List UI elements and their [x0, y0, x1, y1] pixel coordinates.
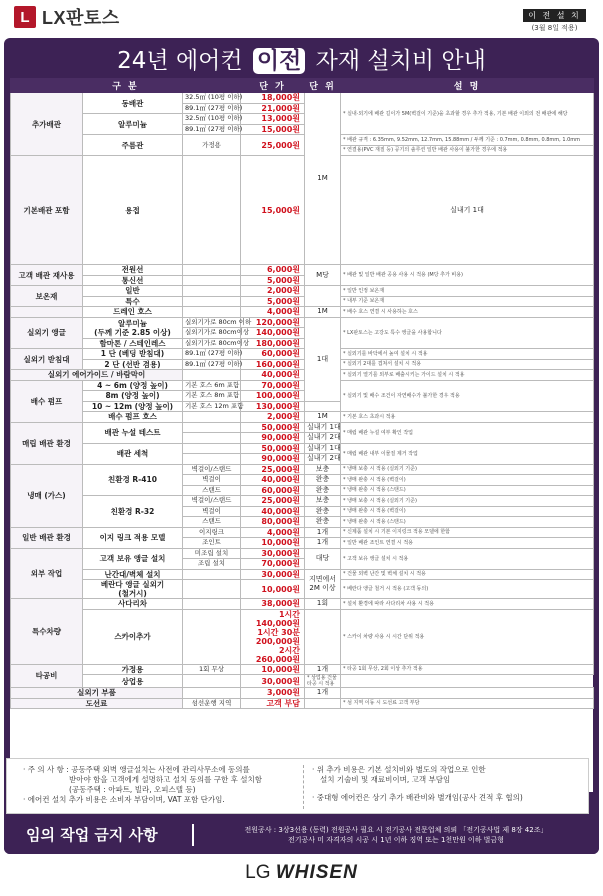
condition-cell	[183, 609, 241, 664]
price-cell: 40,000원	[241, 475, 305, 486]
table-row	[11, 307, 594, 318]
price-cell: 160,000원	[241, 359, 305, 370]
price-cell: 4,000원	[241, 307, 305, 318]
condition-cell: 실외기가로 80cm이상	[183, 328, 241, 339]
table-row	[11, 265, 594, 276]
price-cell: 50,000원	[241, 443, 305, 454]
item-cell: 함마톤 / 스테인레스	[83, 338, 183, 349]
description-cell: * 설치 환경에 따라 사다리차 사용 시 적용	[341, 599, 594, 610]
lx-pantos-logo	[14, 6, 120, 28]
unit-cell: 1개	[305, 527, 341, 538]
price-cell: 30,000원	[241, 675, 305, 688]
table-row	[11, 135, 594, 146]
price-cell: 15,000원	[241, 124, 305, 135]
category-cell: 특수차량	[11, 599, 83, 665]
notes-left	[23, 765, 293, 805]
unit-cell: 1개	[305, 688, 341, 699]
condition-cell	[183, 599, 241, 610]
brand-name: WHISEN	[275, 862, 358, 883]
condition-cell	[183, 443, 241, 454]
header	[0, 0, 603, 38]
item-cell: 전원선	[83, 265, 183, 276]
price-cell: 40,000원	[241, 506, 305, 517]
notes-box	[6, 758, 589, 814]
unit-cell: 1대	[305, 317, 341, 401]
header-price: 단 가	[241, 79, 305, 93]
category-cell: 타공비	[11, 664, 83, 688]
price-cell: 2,000원	[241, 412, 305, 423]
table-row	[11, 664, 594, 675]
table-body	[11, 93, 594, 709]
description-cell: * 신제품 설치 시 기본 이지링크 적용 모델에 한함	[341, 527, 594, 538]
table-row	[11, 675, 594, 688]
prohibited-line-1: 전원공사 : 3상3선용 (동력) 전원공사 필요 시 전기공사 전문업체 의뢰 「전기공사법 제 8장 42조」	[244, 826, 548, 834]
description-cell: * 베란다 앵글 철거 시 적용 (고객 동의)	[341, 580, 594, 599]
table-row	[11, 496, 594, 507]
item-cell: 스카이추가	[83, 609, 183, 664]
effective-date: (3월 8일 적용)	[531, 24, 578, 32]
price-cell: 3,000원	[241, 688, 305, 699]
title-highlight: 이전	[253, 48, 305, 74]
notes-divider	[303, 765, 304, 809]
page-title	[4, 44, 599, 78]
price-cell: 고객 부담	[241, 698, 305, 709]
price-cell: 1시간 140,000원 1시간 30분 200,000원 2시간 260,000원	[241, 609, 305, 664]
table-row	[11, 569, 594, 580]
description-cell: * 기본 호스 초과시 적용	[341, 412, 594, 423]
price-cell: 70,000원	[241, 559, 305, 570]
item-cell: 베란다 앵글 실외기 (철거시)	[83, 580, 183, 599]
header-unit: 단 위	[305, 79, 341, 93]
unit-cell: 완충	[305, 485, 341, 496]
table-row	[11, 599, 594, 610]
item-cell: 배관 세척	[83, 443, 183, 464]
condition-cell	[183, 569, 241, 580]
description-cell: * 스카이 차량 사용 시 시간 단위 적용	[341, 609, 594, 664]
price-cell: 38,000원	[241, 599, 305, 610]
price-cell: 25,000원	[241, 496, 305, 507]
table-row	[11, 422, 594, 433]
item-cell: 가정용	[83, 664, 183, 675]
price-cell: 18,000원	[241, 93, 305, 104]
condition-cell	[183, 286, 241, 297]
category-cell: 배수 펌프	[11, 380, 83, 422]
category-cell: 실외기 에어가이드 / 바람막이	[11, 370, 183, 381]
item-cell: 1 단 (베딩 받침대)	[83, 349, 183, 360]
condition-cell	[183, 433, 241, 444]
description-cell	[341, 688, 594, 699]
condition-cell	[183, 265, 241, 276]
item-cell: 배수 펌프 호스	[83, 412, 183, 423]
item-cell: 난간대/벽체 설치	[83, 569, 183, 580]
item-cell: 통신선	[83, 275, 183, 286]
description-cell: * 고객 보유 앵글 설치 시 적용	[341, 548, 594, 569]
item-cell: 고객 보유 앵글 설치	[83, 548, 183, 569]
price-cell: 70,000원	[241, 380, 305, 391]
item-cell: 알루미늄	[83, 114, 183, 135]
description-cell: * 섬 지역 이동 시 도선료 고객 부담	[341, 698, 594, 709]
logo-text: LX판토스	[42, 8, 120, 28]
category-cell: 냉매 (가스)	[11, 464, 83, 527]
price-cell: 30,000원	[241, 548, 305, 559]
condition-cell: 이지링크	[183, 527, 241, 538]
unit-cell: 완충	[305, 517, 341, 528]
description-cell: * 냉매 완충 시 적용 (벽걸이)	[341, 475, 594, 486]
price-cell: 60,000원	[241, 485, 305, 496]
unit-cell: 1개	[305, 538, 341, 549]
condition-cell: 89.1㎡ (27평 이하)	[183, 349, 241, 360]
item-cell: 알루미늄 (두께 기준 2.85 이상)	[83, 317, 183, 338]
price-cell: 120,000원	[241, 317, 305, 328]
unit-cell: 실내기 1대	[305, 422, 341, 433]
table-header-row	[11, 79, 594, 93]
table-row	[11, 548, 594, 559]
table-row	[11, 688, 594, 699]
header-description: 설 명	[341, 79, 594, 93]
description-cell: * 실외기 2대를 겹쳐서 설치 시 적용	[341, 359, 594, 370]
unit-cell: 실내기 2대	[305, 454, 341, 465]
table-row	[11, 580, 594, 599]
item-cell: 용접	[83, 156, 183, 265]
title-pre: 24년 에어컨	[117, 48, 243, 74]
brand-lg: LG	[245, 862, 271, 883]
condition-cell	[183, 156, 241, 265]
unit-cell: 보충	[305, 496, 341, 507]
header-category: 구 분	[11, 79, 241, 93]
table-row	[11, 698, 594, 709]
category-cell: 고객 배관 재사용	[11, 265, 83, 286]
description-cell: * 냉매 완충 시 적용 (스탠드)	[341, 485, 594, 496]
note-line: · 주 의 사 항 : 공동주택 외벽 앵글설치는 사전에 관리사무소에 동의를	[23, 765, 250, 774]
item-cell: 일반	[83, 286, 183, 297]
category-cell: 보온재	[11, 286, 83, 307]
condition-cell: 32.5㎡ (10평 이하)	[183, 114, 241, 125]
price-cell: 4,000원	[241, 527, 305, 538]
table-row	[11, 527, 594, 538]
condition-cell	[183, 370, 241, 381]
unit-cell: 실내기 1대	[341, 156, 594, 265]
item-cell: 상업용	[83, 675, 183, 688]
unit-cell: 완충	[305, 506, 341, 517]
unit-cell: 1개	[305, 664, 341, 675]
price-cell: 5,000원	[241, 275, 305, 286]
notes-right	[312, 765, 582, 803]
condition-cell	[183, 307, 241, 318]
price-cell: 10,000원	[241, 580, 305, 599]
unit-cell: 보충	[305, 464, 341, 475]
condition-cell: 1회 무상	[183, 664, 241, 675]
condition-cell: 89.1㎡ (27평 이하)	[183, 124, 241, 135]
description-cell: * 배수 호스 연결 시 사용하는 호스	[341, 307, 594, 318]
condition-cell: 벽걸이	[183, 475, 241, 486]
condition-cell	[183, 422, 241, 433]
logo-mark: L	[14, 6, 36, 28]
note-line: (공동주택 : 아파트, 빌라, 오피스텔 등)	[69, 785, 196, 794]
category-cell: 도선료	[11, 698, 183, 709]
price-cell: 10,000원	[241, 538, 305, 549]
description-cell: * 일반 인정 보온재	[341, 286, 594, 297]
description-cell: * 매립 배관 내부 이물질 제거 작업	[341, 443, 594, 464]
item-cell: 2 단 (선반 겸용)	[83, 359, 183, 370]
description-cell: * 실외기 및 배수 조건이 자연배수가 불가한 경우 적용	[341, 380, 594, 412]
condition-cell: 스탠드	[183, 485, 241, 496]
item-cell: 8m (양정 높이)	[83, 391, 183, 402]
table-row	[11, 93, 594, 104]
item-cell: 이지 링크 적용 모델	[83, 527, 183, 548]
category-cell	[11, 307, 83, 318]
description-cell: * 연결용(PVC 재질 등) 공기의 솔루션 일반 배관 사용이 불가한 경우에 적용	[341, 145, 594, 156]
table-row	[11, 349, 594, 360]
unit-cell: 1M	[305, 412, 341, 423]
table-row	[11, 370, 594, 381]
category-cell: 매립 배관 환경	[11, 422, 83, 464]
table-row	[11, 412, 594, 423]
description-cell: * 배관 및 일반 배관 공용 사용 시 적용 (M당 추가 비용)	[341, 265, 594, 286]
item-cell: 친환경 R-32	[83, 496, 183, 528]
price-cell: 25,000원	[241, 464, 305, 475]
item-cell: 친환경 R-410	[83, 464, 183, 496]
condition-cell: 벽걸이/스탠드	[183, 496, 241, 507]
price-cell: 60,000원	[241, 349, 305, 360]
condition-cell: 기본 호스 8m 포함	[183, 391, 241, 402]
condition-cell: 조립 설치	[183, 559, 241, 570]
condition-cell: 섬선운행 지역	[183, 698, 241, 709]
category-cell: 실외기 앵글	[11, 317, 83, 349]
description-cell: * 냉매 보충 시 적용 (실외기 기준)	[341, 496, 594, 507]
description-cell: * 상업용 건물 타공 시 적용	[305, 675, 341, 688]
divider	[192, 824, 194, 846]
price-cell: 6,000원	[241, 265, 305, 276]
item-cell: 특수	[83, 296, 183, 307]
table-row	[11, 464, 594, 475]
description-cell: * 매립 배관 누설 여부 확인 작업	[341, 422, 594, 443]
condition-cell: 조인트	[183, 538, 241, 549]
unit-cell: M당	[305, 265, 341, 286]
description-cell: * 실외기를 바닥에서 높여 설치 시 적용	[341, 349, 594, 360]
unit-cell: 지면에서 2M 이상	[305, 569, 341, 599]
price-cell: 130,000원	[241, 401, 305, 412]
price-cell: 50,000원	[241, 422, 305, 433]
unit-cell: 1M	[305, 307, 341, 318]
item-cell: 4 ~ 6m (양정 높이)	[83, 380, 183, 391]
condition-cell: 실외기가로 80cm이상	[183, 338, 241, 349]
condition-cell: 32.5㎡ (10평 이하)	[183, 93, 241, 104]
description-cell: * 내부 기준 보온재	[341, 296, 594, 307]
note-line: 받아야 함을 고객에게 설명하고 설치 동의를 구한 후 설치함	[69, 775, 262, 784]
condition-cell	[183, 580, 241, 599]
description-cell: * 냉매 보충 시 적용 (실외기 기준)	[341, 464, 594, 475]
item-cell: 10 ~ 12m (양정 높이)	[83, 401, 183, 412]
unit-cell: 완충	[305, 475, 341, 486]
price-cell: 15,000원	[241, 156, 305, 265]
price-cell: 90,000원	[241, 433, 305, 444]
condition-cell: 89.1㎡ (27평 이하)	[183, 103, 241, 114]
condition-cell: 89.1㎡ (27평 이하)	[183, 359, 241, 370]
note-line: · 중대형 에어컨은 상기 추가 배관비와 별개임(공사 견적 후 협의)	[312, 793, 523, 802]
description-cell: * 냉매 완충 시 적용 (스탠드)	[341, 517, 594, 528]
unit-cell: 실내기 1대	[305, 443, 341, 454]
condition-cell: 미조립 설치	[183, 548, 241, 559]
price-panel	[10, 78, 593, 792]
unit-cell: 대당	[305, 548, 341, 569]
unit-cell	[305, 609, 341, 664]
table-row	[11, 443, 594, 454]
item-cell: 드레인 호스	[83, 307, 183, 318]
description-cell: * LX판토스는 고강도 특수 앵글을 사용합니다	[341, 317, 594, 349]
item-cell: 동배관	[83, 93, 183, 114]
condition-cell	[183, 675, 241, 688]
price-cell: 30,000원	[241, 569, 305, 580]
price-cell: 40,000원	[241, 370, 305, 381]
condition-cell	[183, 296, 241, 307]
price-cell: 10,000원	[241, 664, 305, 675]
table-row	[11, 609, 594, 664]
main-frame	[4, 38, 599, 854]
category-cell: 외부 작업	[11, 548, 83, 599]
price-cell: 100,000원	[241, 391, 305, 402]
unit-cell	[305, 698, 341, 709]
item-cell: 주름관	[83, 135, 183, 156]
category-cell: 실외기 부품	[11, 688, 183, 699]
description-cell: * 배관 규격 : 6.35mm, 9.52mm, 12.7mm, 15.88mm / 두께 기준 : 0.7mm, 0.8mm, 0.8mm, 1.0mm	[341, 135, 594, 146]
condition-cell	[183, 454, 241, 465]
table-row	[11, 156, 594, 265]
description-cell: * 일반 배관 조인트 연결 시 적용	[341, 538, 594, 549]
price-cell: 180,000원	[241, 338, 305, 349]
description-cell: * 실외기 열기를 외부로 배출시키는 가이드 설치 시 적용	[341, 370, 594, 381]
category-cell: 추가배관	[11, 93, 83, 156]
condition-cell: 가정용	[183, 135, 241, 156]
condition-cell	[183, 412, 241, 423]
table-row	[11, 286, 594, 297]
note-line: 설치 기술비 및 재료비이며, 고객 부담임	[320, 775, 451, 784]
note-line: · 에어컨 설치 추가 비용은 소비자 부담이며, VAT 포함 단가임.	[23, 795, 225, 804]
title-post: 자재 설치비 안내	[315, 48, 486, 74]
prohibited-text	[206, 825, 586, 845]
description-cell: * 실내·외기에 배관 길이가 5M(벽걸이 기준)을 초과할 경우 추가 적용, 기본 배관 이외의 전 배관에 해당	[341, 93, 594, 135]
unit-cell: 1M	[305, 93, 341, 265]
table-row	[11, 380, 594, 391]
condition-cell: 기본 호스 12m 포함	[183, 401, 241, 412]
condition-cell: 스탠드	[183, 517, 241, 528]
item-cell: 사다리차	[83, 599, 183, 610]
price-cell: 2,000원	[241, 286, 305, 297]
price-cell: 13,000원	[241, 114, 305, 125]
condition-cell: 벽걸이/스탠드	[183, 464, 241, 475]
condition-cell: 기본 호스 6m 포함	[183, 380, 241, 391]
price-cell: 140,000원	[241, 328, 305, 339]
description-cell: * 타공 1회 무상, 2회 이상 추가 적용	[341, 664, 594, 675]
condition-cell: 벽걸이	[183, 506, 241, 517]
condition-cell	[183, 275, 241, 286]
prohibited-work-bar	[4, 816, 599, 854]
item-cell: 배관 누설 테스트	[83, 422, 183, 443]
category-badge: 이 전 설 치	[523, 9, 586, 22]
price-cell: 5,000원	[241, 296, 305, 307]
note-line: · 위 추가 비용은 기본 설치비와 별도의 작업으로 인한	[312, 765, 486, 774]
category-cell: 실외기 받침대	[11, 349, 83, 370]
category-cell: 기본배관 포함	[11, 156, 83, 265]
price-table	[10, 78, 594, 709]
table-row	[11, 359, 594, 370]
category-cell: 일반 배관 환경	[11, 527, 83, 548]
description-cell: * 건물 외벽 난간 및 벽체 설치 시 적용	[341, 569, 594, 580]
condition-cell: 실외기가로 80cm 이하	[183, 317, 241, 328]
unit-cell	[305, 286, 341, 307]
condition-cell	[183, 688, 241, 699]
prohibited-title: 임의 작업 금지 사항	[26, 826, 158, 844]
prohibited-line-2: 전기공사 미 자격자의 시공 시 1년 이하 징역 또는 1천만원 이하 벌금형	[288, 836, 504, 844]
price-cell: 80,000원	[241, 517, 305, 528]
price-cell: 21,000원	[241, 103, 305, 114]
unit-cell: 실내기 2대	[305, 433, 341, 444]
table-row	[11, 296, 594, 307]
price-cell: 90,000원	[241, 454, 305, 465]
unit-cell: 1회	[305, 599, 341, 610]
price-cell: 25,000원	[241, 135, 305, 156]
lg-whisen-logo	[0, 862, 603, 884]
description-cell: * 냉매 완충 시 적용 (벽걸이)	[341, 506, 594, 517]
